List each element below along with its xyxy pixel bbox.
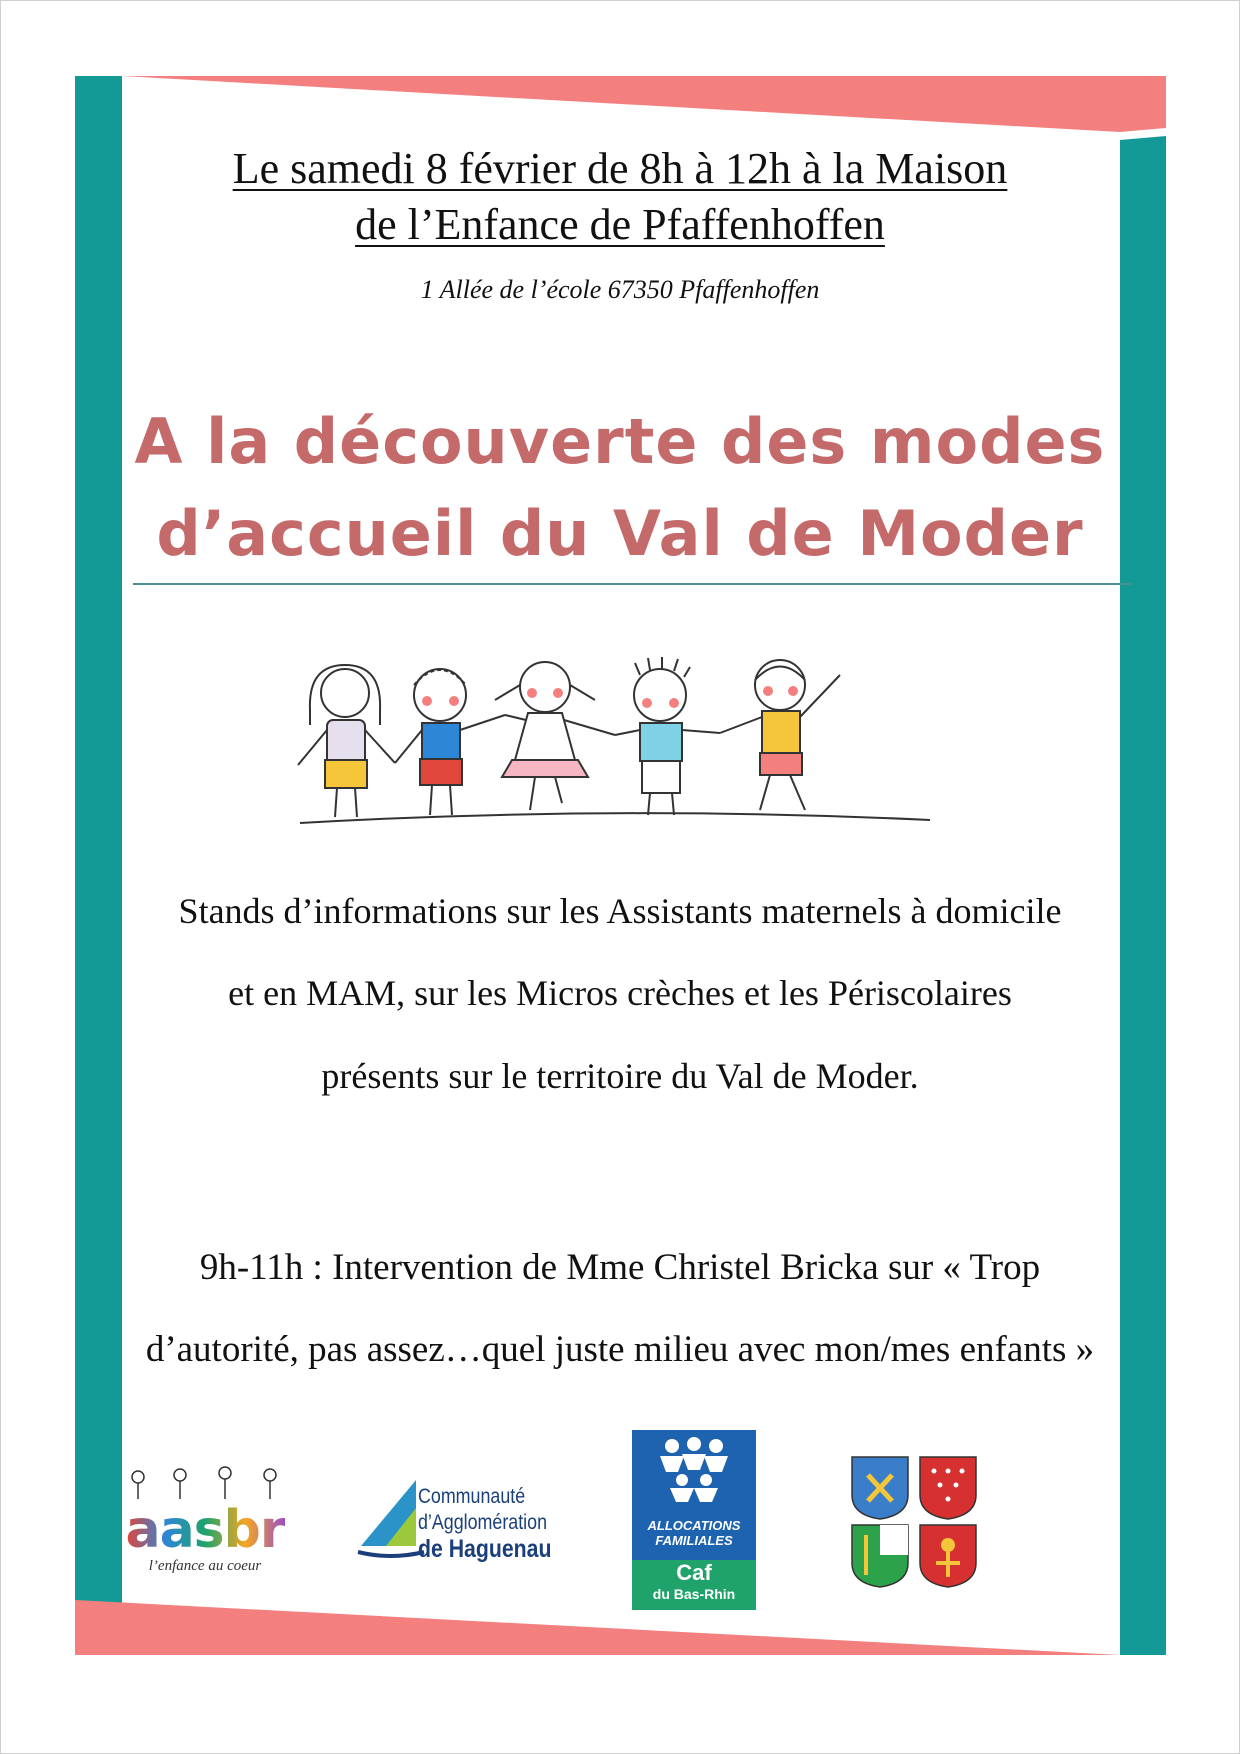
caf-line-2: FAMILIALES [655,1533,733,1548]
title-line-1: A la découverte des modes [134,405,1106,478]
event-date-line: Le samedi 8 février de 8h à 12h à la Maison [232,144,1008,193]
caf-name: Caf [676,1560,712,1585]
aasbr-kids-icon [120,1465,290,1505]
cah-logo-text [418,1484,551,1562]
info-line-1: Stands d’informations sur les Assistants maternels à domicile [178,891,1062,931]
aasbr-logo-word: aasbr [125,1500,285,1560]
bottom-pink-band [75,1600,1120,1655]
caf-line-1: ALLOCATIONS [647,1518,741,1533]
info-line-2: et en MAM, sur les Micros crèches et les Périscolaires [228,973,1012,1013]
coat-red-icon [920,1457,976,1519]
cah-line-3: de Haguenau [418,1535,552,1563]
cah-line-2: d’Agglomération [418,1511,548,1534]
cah-line-1: Communauté [418,1485,526,1508]
aasbr-tagline: l’enfance au coeur [148,1558,262,1574]
caf-region: du Bas-Rhin [652,1586,736,1602]
talk-line-1: 9h-11h : Intervention de Mme Christel Bricka sur « Trop [199,1247,1041,1288]
cah-sail-icon [356,1478,426,1568]
info-line-3: présents sur le territoire du Val de Moder. [321,1056,919,1096]
left-teal-bar [75,76,122,1655]
caf-family-icon [652,1436,736,1516]
children-holding-hands-illustration [290,655,940,830]
talk-line-2: d’autorité, pas assez…quel juste milieu avec mon/mes enfants » [145,1329,1095,1370]
coats-of-arms-icon [850,1455,980,1590]
title-divider [133,583,1131,585]
event-place-line: de l’Enfance de Pfaffenhoffen [355,200,885,249]
title-line-2: d’accueil du Val de Moder [156,497,1084,570]
top-pink-band [122,76,1166,132]
event-address: 1 Allée de l’école 67350 Pfaffenhoffen [420,275,820,304]
